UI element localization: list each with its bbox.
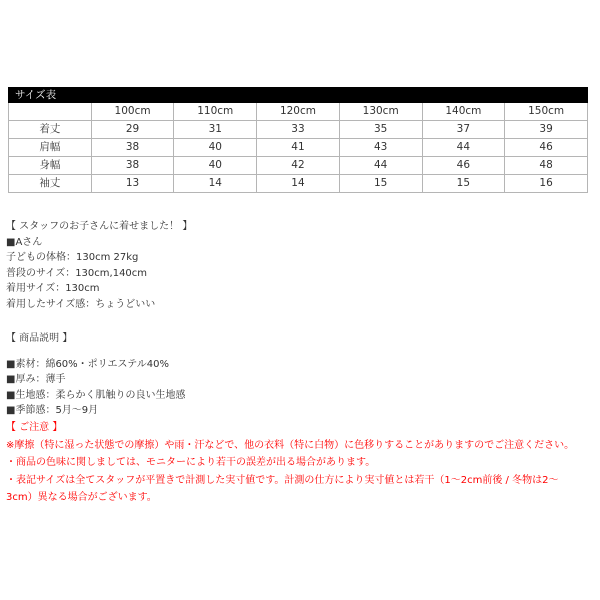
size-table-corner xyxy=(9,103,92,121)
caution-line: ※摩擦（特に湿った状態での摩擦）や雨・汗などで、他の衣料（特に白物）に色移りすることがありますのでご注意ください。 xyxy=(6,439,575,451)
description-line: ■季節感：5月～9月 xyxy=(6,405,99,416)
staff-heading: 【 スタッフのお子さんに着せました！ 】 xyxy=(6,221,193,232)
row-label: 着丈 xyxy=(9,121,92,139)
staff-line: 着用サイズ：130cm xyxy=(6,283,100,294)
caution-line: ・表記サイズは全てスタッフが平置きで計測した実寸値です。計測の仕方により実寸値とは若干（1～2cm前後 / 冬物は2～ xyxy=(6,474,559,486)
description-heading: 【 商品説明 】 xyxy=(6,333,73,344)
staff-line: 着用したサイズ感：ちょうどいい xyxy=(6,298,156,310)
caution-section xyxy=(6,419,574,507)
table-cell: 31 xyxy=(174,121,257,139)
table-cell: 37 xyxy=(422,121,505,139)
table-cell: 46 xyxy=(505,139,588,157)
description-line: ■厚み：薄手 xyxy=(6,374,66,385)
table-cell: 38 xyxy=(91,139,174,157)
section-spacer xyxy=(6,347,185,357)
row-label: 袖丈 xyxy=(9,175,92,193)
caution-line: 3cm）異なる場合がございます。 xyxy=(6,492,157,503)
row-label: 身幅 xyxy=(9,157,92,175)
table-cell: 39 xyxy=(505,121,588,139)
description-line: ■素材：綿60%・ポリエステル40% xyxy=(6,358,170,370)
size-column-header: 140cm xyxy=(422,103,505,121)
size-column-header: 150cm xyxy=(505,103,588,121)
table-row xyxy=(9,121,588,139)
table-cell: 13 xyxy=(91,175,174,193)
table-cell: 14 xyxy=(257,175,340,193)
size-column-header: 110cm xyxy=(174,103,257,121)
size-table-title-row xyxy=(9,88,588,103)
size-column-header: 130cm xyxy=(339,103,422,121)
staff-line: 子どもの体格：130cm 27kg xyxy=(6,252,139,263)
table-row xyxy=(9,157,588,175)
table-row xyxy=(9,139,588,157)
table-row xyxy=(9,175,588,193)
table-cell: 29 xyxy=(91,121,174,139)
size-table-header-row xyxy=(9,103,588,121)
table-cell: 44 xyxy=(339,157,422,175)
table-cell: 16 xyxy=(505,175,588,193)
table-cell: 40 xyxy=(174,139,257,157)
staff-line: 普段のサイズ：130cm,140cm xyxy=(6,267,148,279)
size-column-header: 100cm xyxy=(91,103,174,121)
description-section xyxy=(6,331,185,419)
size-column-header: 120cm xyxy=(257,103,340,121)
table-cell: 48 xyxy=(505,157,588,175)
table-cell: 40 xyxy=(174,157,257,175)
description-line: ■生地感：柔らかく肌触りの良い生地感 xyxy=(6,389,186,401)
table-cell: 41 xyxy=(257,139,340,157)
staff-section xyxy=(6,219,192,312)
caution-line: ・商品の色味に関しましては、モニターにより若干の誤差が出る場合があります。 xyxy=(6,457,376,468)
table-cell: 43 xyxy=(339,139,422,157)
table-cell: 33 xyxy=(257,121,340,139)
staff-line: ■Aさん xyxy=(6,236,43,248)
table-cell: 15 xyxy=(422,175,505,193)
table-cell: 42 xyxy=(257,157,340,175)
table-cell: 38 xyxy=(91,157,174,175)
row-label: 肩幅 xyxy=(9,139,92,157)
size-table xyxy=(8,87,588,193)
table-cell: 15 xyxy=(339,175,422,193)
table-cell: 14 xyxy=(174,175,257,193)
size-table-title: サイズ表 xyxy=(9,88,588,103)
caution-heading: 【 ご注意 】 xyxy=(6,422,63,433)
table-cell: 44 xyxy=(422,139,505,157)
table-cell: 46 xyxy=(422,157,505,175)
table-cell: 35 xyxy=(339,121,422,139)
